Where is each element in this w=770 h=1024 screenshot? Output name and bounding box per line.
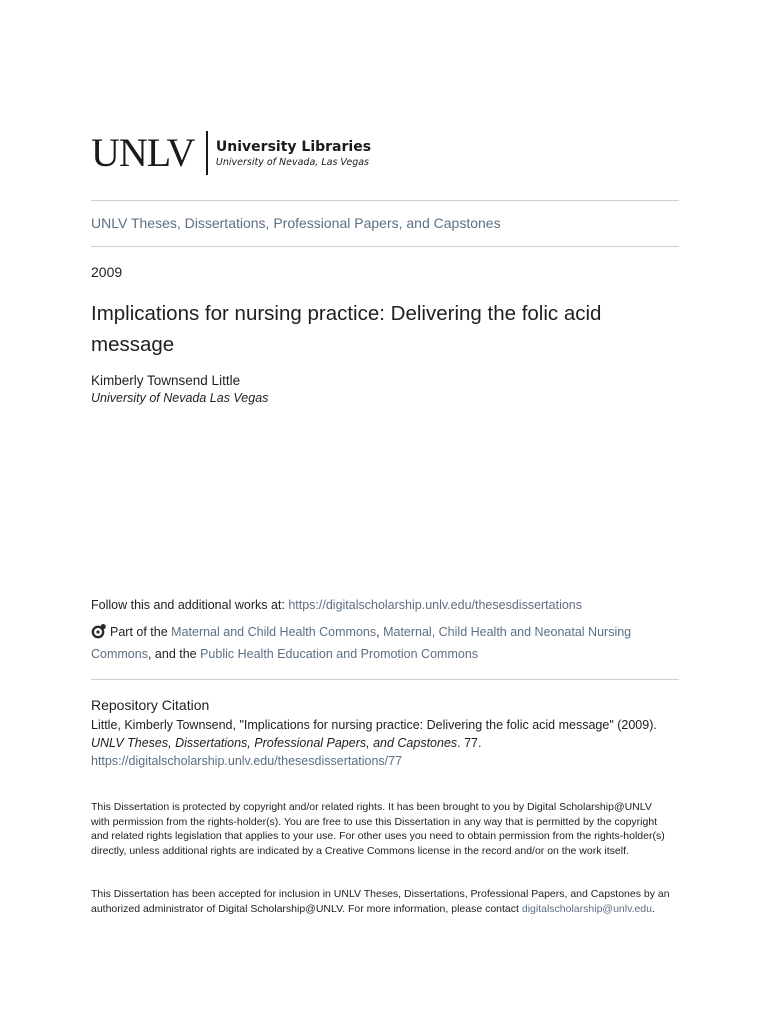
divider-top [91,200,679,201]
commons-link-maternal-child-health[interactable]: Maternal and Child Health Commons [171,625,377,639]
follow-line [91,598,582,612]
commons-link-neonatal-nursing[interactable]: Maternal, Child Health and Neonatal Nursing Commons [91,625,632,661]
logo-mark: UNLV [91,130,195,175]
logo-subtitle: University of Nevada, Las Vegas [215,156,369,168]
acceptance-end: . [651,902,655,915]
rights-statement: This Dissertation is protected by copyright and/or related rights. It has been brought to you by Digital Scholarship@UNLV with permission from the rights-holder(s). You are free to use this Dissertation in any way that is permitted by the copyright and related rights legislation that applies to your use. For other uses you need to obtain permission from the rights-holder(s) directly, unless additional rights are indicated by a Creative Commons license in the record and/or on the work itself. [91,801,665,857]
author-name: Kimberly Townsend Little [91,373,241,388]
citation-body [91,716,679,770]
series-link[interactable]: UNLV Theses, Dissertations, Professional Papers, and Capstones [91,215,501,231]
author-affiliation: University of Nevada Las Vegas [91,391,269,405]
document-title: Implications for nursing practice: Delivering the folic acid message [91,302,602,356]
network-icon [91,623,107,639]
part-of-line [91,621,679,665]
part-of-sep-2: , and the [147,647,201,661]
part-of-prefix: Part of the [110,625,172,639]
unlv-libraries-logo[interactable] [91,130,371,176]
citation-number: . 77. [457,736,482,750]
divider-citation [91,679,679,680]
logo-text [216,138,371,169]
acceptance-text: This Dissertation has been accepted for inclusion in UNLV Theses, Dissertations, Professional Papers, and Capstones by an authorized administrator of Digital Scholarship@UNLV. For more information, please contact [91,888,670,915]
citation-text: Little, Kimberly Townsend, "Implications for nursing practice: Delivering the folic acid message" (2009). [91,718,657,732]
logo-title: University Libraries [215,138,372,155]
publication-year: 2009 [91,264,123,280]
acceptance-statement [91,887,671,916]
commons-link-public-health-education[interactable]: Public Health Education and Promotion Commons [200,647,479,661]
part-of-sep-1: , [376,625,384,639]
logo-divider [206,131,208,175]
citation-heading: Repository Citation [91,697,210,713]
follow-prefix: Follow this and additional works at: [91,598,289,612]
contact-email-link[interactable]: digitalscholarship@unlv.edu [521,902,652,915]
citation-series: UNLV Theses, Dissertations, Professional Papers, and Capstones [91,736,458,750]
collection-url-link[interactable]: https://digitalscholarship.unlv.edu/thesesdissertations [288,598,583,612]
citation-url-link[interactable]: https://digitalscholarship.unlv.edu/thesesdissertations/77 [91,754,403,768]
divider-series [91,246,679,247]
